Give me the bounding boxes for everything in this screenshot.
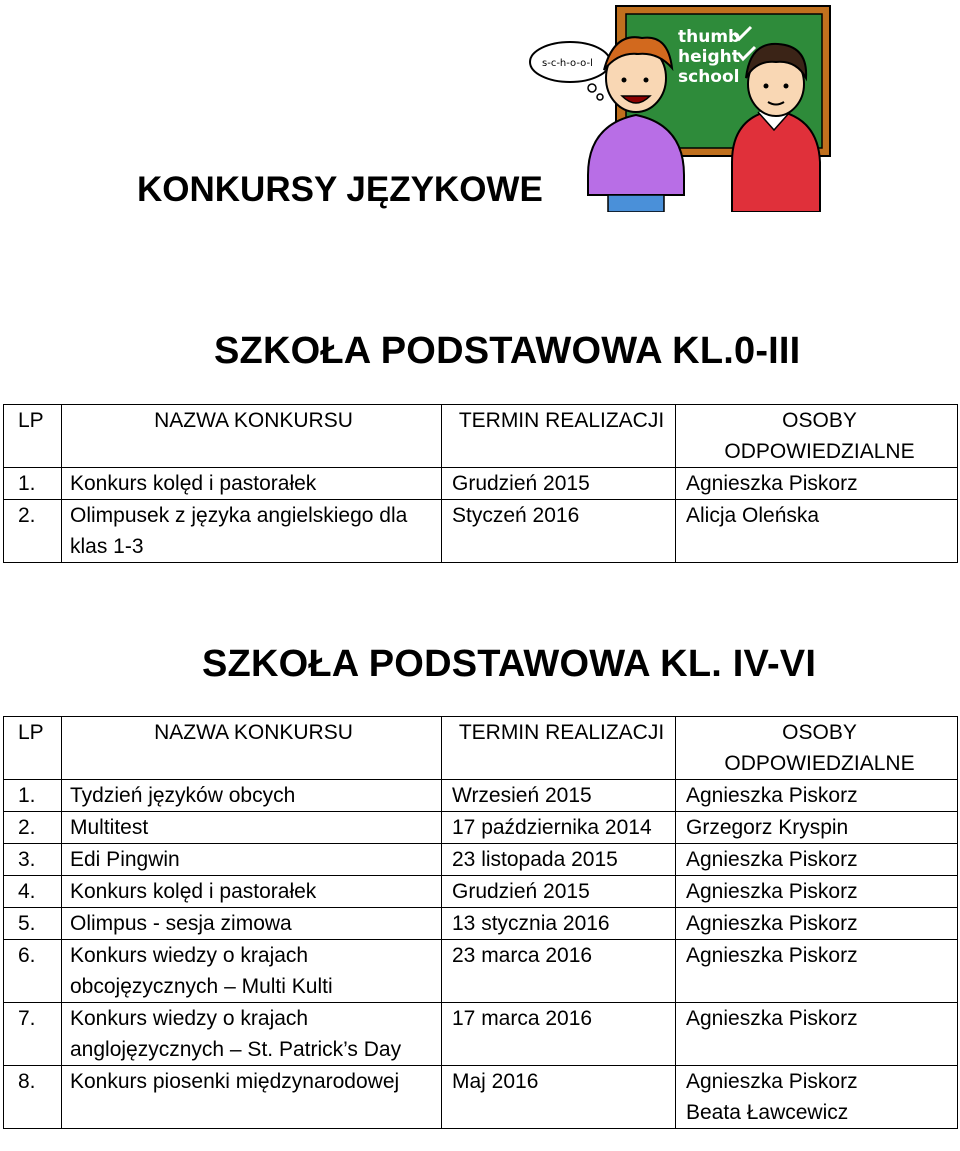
table-row xyxy=(4,844,958,876)
row-name: Konkurs wiedzy o krajach obcojęzycznych – Multi Kulti xyxy=(62,940,442,1003)
row-person: Agnieszka Piskorz xyxy=(676,1003,958,1066)
page-title: KONKURSY JĘZYKOWE xyxy=(137,170,543,209)
row-person: Agnieszka Piskorz xyxy=(676,468,958,500)
board-line-3: school xyxy=(678,67,740,87)
row-term: Wrzesień 2015 xyxy=(442,780,676,812)
row-term: Grudzień 2015 xyxy=(442,876,676,908)
header-name: NAZWA KONKURSU xyxy=(62,405,442,468)
table-header-row xyxy=(4,717,958,780)
row-name: Tydzień języków obcych xyxy=(62,780,442,812)
row-person: Alicja Oleńska xyxy=(676,500,958,563)
header-person: OSOBY ODPOWIEDZIALNE xyxy=(676,405,958,468)
header-lp: LP xyxy=(4,717,62,780)
competition-table-kl-0-iii xyxy=(3,404,958,563)
row-lp: 7. xyxy=(4,1003,62,1066)
row-name: Konkurs kolęd i pastorałek xyxy=(62,876,442,908)
row-term: Styczeń 2016 xyxy=(442,500,676,563)
row-person: Agnieszka Piskorz Beata Ławcewicz xyxy=(676,1066,958,1129)
row-lp: 1. xyxy=(4,468,62,500)
row-lp: 1. xyxy=(4,780,62,812)
table-row xyxy=(4,1003,958,1066)
row-term: 13 stycznia 2016 xyxy=(442,908,676,940)
row-term: Maj 2016 xyxy=(442,1066,676,1129)
row-name: Konkurs kolęd i pastorałek xyxy=(62,468,442,500)
row-lp: 2. xyxy=(4,500,62,563)
board-line-1: thumb xyxy=(678,27,741,47)
row-lp: 8. xyxy=(4,1066,62,1129)
table-row xyxy=(4,876,958,908)
row-name: Olimpus - sesja zimowa xyxy=(62,908,442,940)
row-term: 23 marca 2016 xyxy=(442,940,676,1003)
row-person: Grzegorz Kryspin xyxy=(676,812,958,844)
row-lp: 2. xyxy=(4,812,62,844)
school-kids-clipart xyxy=(520,0,840,212)
row-person: Agnieszka Piskorz xyxy=(676,844,958,876)
section-title-kl-iv-vi: SZKOŁA PODSTAWOWA KL. IV-VI xyxy=(202,643,817,685)
board-line-2: height xyxy=(678,47,740,67)
table-row xyxy=(4,940,958,1003)
row-person: Agnieszka Piskorz xyxy=(676,876,958,908)
row-person: Agnieszka Piskorz xyxy=(676,908,958,940)
table-row xyxy=(4,1066,958,1129)
table-row xyxy=(4,468,958,500)
row-term: 23 listopada 2015 xyxy=(442,844,676,876)
row-name: Konkurs piosenki międzynarodowej xyxy=(62,1066,442,1129)
table-row xyxy=(4,500,958,563)
row-lp: 5. xyxy=(4,908,62,940)
row-term: 17 marca 2016 xyxy=(442,1003,676,1066)
header-term: TERMIN REALIZACJI xyxy=(442,405,676,468)
row-name: Olimpusek z języka angielskiego dla klas 1-3 xyxy=(62,500,442,563)
header-lp: LP xyxy=(4,405,62,468)
header-person: OSOBY ODPOWIEDZIALNE xyxy=(676,717,958,780)
speech-bubble-text: s-c-h-o-o-l xyxy=(542,58,593,69)
row-person: Agnieszka Piskorz xyxy=(676,780,958,812)
row-name: Konkurs wiedzy o krajach anglojęzycznych – St. Patrick’s Day xyxy=(62,1003,442,1066)
table-row xyxy=(4,812,958,844)
row-term: 17 października 2014 xyxy=(442,812,676,844)
header-term: TERMIN REALIZACJI xyxy=(442,717,676,780)
row-name: Edi Pingwin xyxy=(62,844,442,876)
header-name: NAZWA KONKURSU xyxy=(62,717,442,780)
table-row xyxy=(4,780,958,812)
section-title-kl-0-iii: SZKOŁA PODSTAWOWA KL.0-III xyxy=(214,330,801,372)
competition-table-kl-iv-vi xyxy=(3,716,958,1129)
row-term: Grudzień 2015 xyxy=(442,468,676,500)
row-lp: 4. xyxy=(4,876,62,908)
table-header-row xyxy=(4,405,958,468)
row-lp: 3. xyxy=(4,844,62,876)
row-lp: 6. xyxy=(4,940,62,1003)
table-row xyxy=(4,908,958,940)
row-person: Agnieszka Piskorz xyxy=(676,940,958,1003)
row-name: Multitest xyxy=(62,812,442,844)
